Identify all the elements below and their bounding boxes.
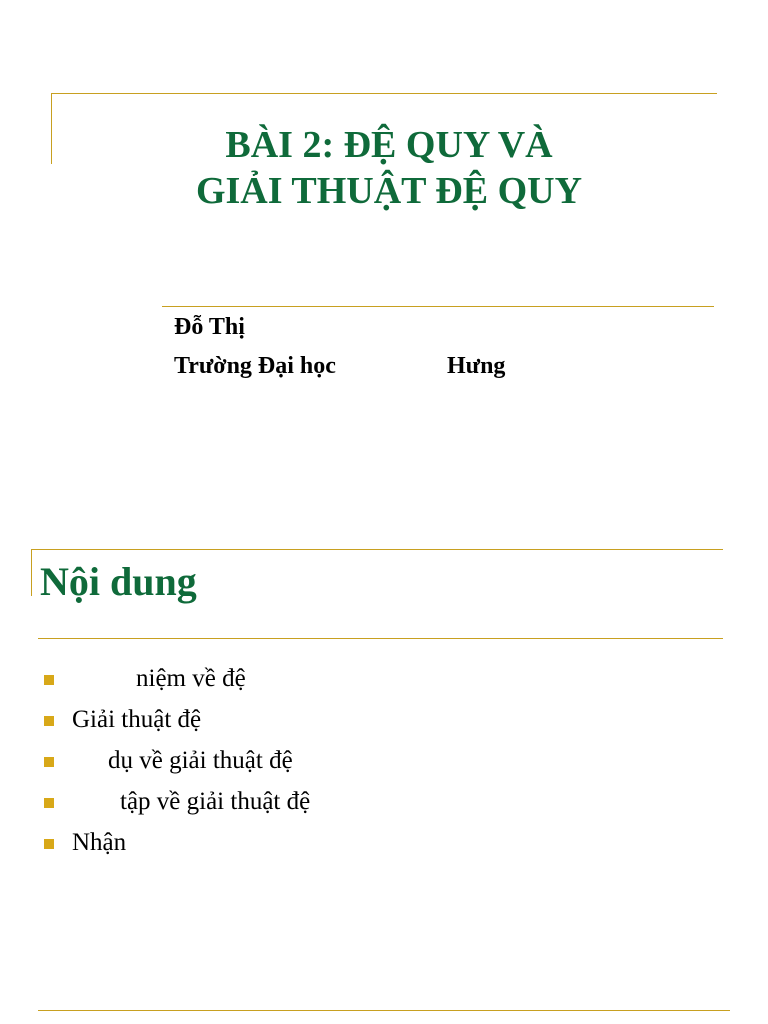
author-name: Đỗ Thị (174, 314, 245, 340)
slide1-author-rule (162, 306, 714, 307)
slide1-title (0, 122, 768, 214)
author-school-part1: Trường Đại học (174, 353, 336, 379)
slide2-top-rule (31, 549, 723, 550)
list-item-text: tập về giải thuật đệ (120, 788, 311, 815)
square-bullet-icon (44, 798, 54, 808)
author-school (174, 353, 506, 380)
slide1-top-rule (51, 93, 717, 94)
square-bullet-icon (44, 757, 54, 767)
slide2-left-rule (31, 549, 32, 596)
slide2-heading-rule (38, 638, 723, 639)
slide1-title-line1: BÀI 2: ĐỆ QUY VÀ (225, 124, 553, 166)
slide3-top-rule (38, 1010, 730, 1011)
list-item-text: Nhận (72, 829, 127, 856)
author-school-part2: Hưng (447, 353, 506, 379)
list-item-text: Giải thuật đệ (72, 706, 202, 733)
list-item-text: dụ về giải thuật đệ (108, 747, 293, 774)
square-bullet-icon (44, 839, 54, 849)
square-bullet-icon (44, 675, 54, 685)
slide2-heading: Nội dung (40, 559, 197, 604)
list-item-text: niệm về đệ (136, 665, 246, 692)
slide1-title-line2: GIẢI THUẬT ĐỆ QUY (195, 170, 583, 212)
square-bullet-icon (44, 716, 54, 726)
